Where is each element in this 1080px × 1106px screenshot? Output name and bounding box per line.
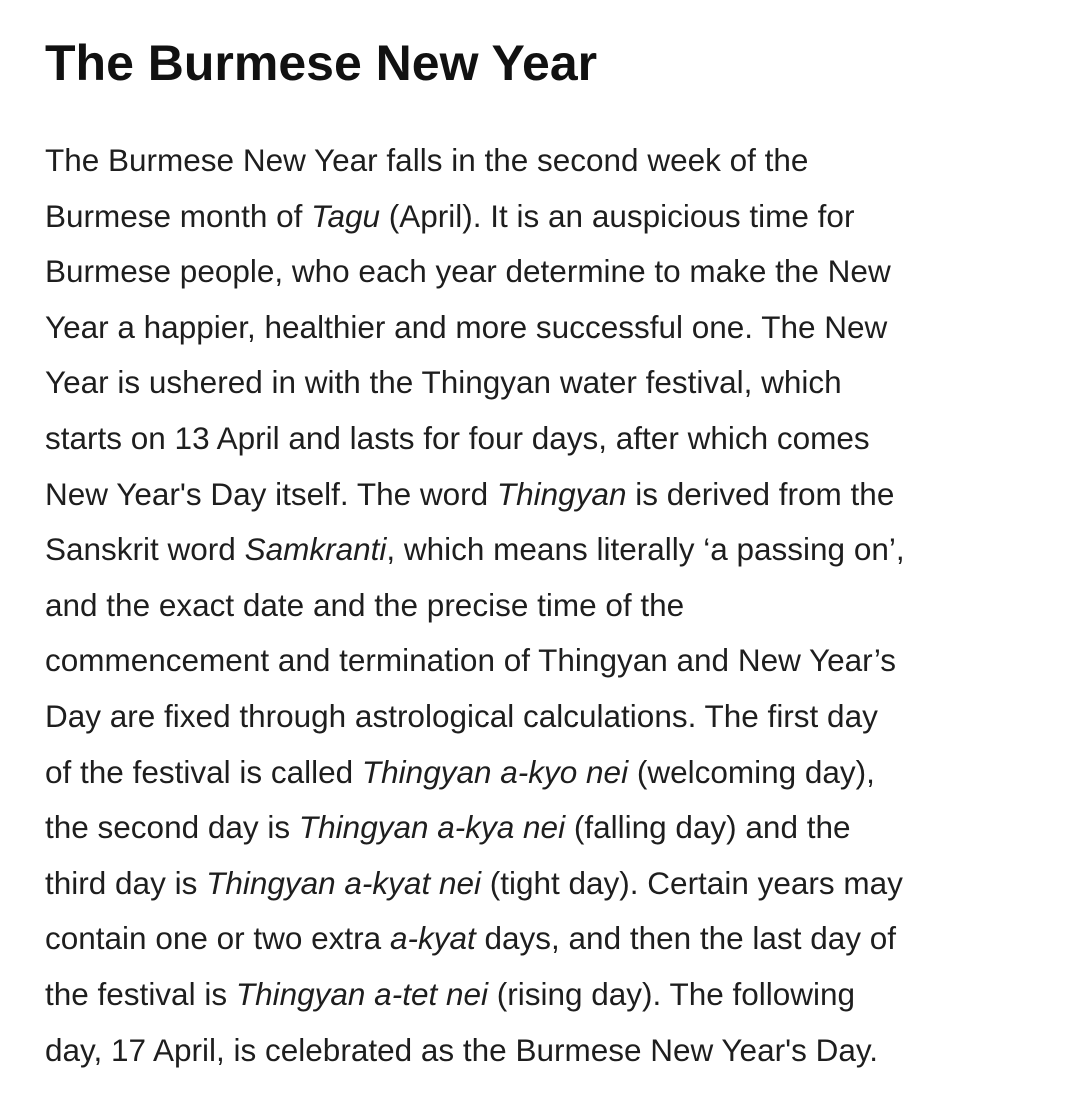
paragraph-line [45,411,1055,467]
text-segment: the second day is [45,809,299,846]
text-segment: day, 17 April, is celebrated as the Burmese New Year's Day. [45,1031,879,1068]
paragraph-line [45,467,1055,523]
text-segment: , which means literally ‘a passing on’, [386,531,905,568]
text-segment: days, and then the last day of [475,920,897,957]
text-segment: (rising day). The following [488,975,856,1012]
paragraph-line [45,1023,1055,1079]
paragraph-line [45,578,1055,634]
paragraph-line [45,689,1055,745]
italic-term: Thingyan [496,475,627,512]
text-segment: contain one or two extra [45,920,390,957]
text-segment: The Burmese New Year falls in the second week of the [45,142,809,178]
article-paragraph [45,133,1055,1078]
text-segment: starts on 13 April and lasts for four days, after which comes [45,419,870,456]
paragraph-line [45,856,1055,912]
paragraph-line [45,300,1055,356]
text-segment: Sanskrit word [45,531,245,568]
italic-term: Thingyan a-kya nei [298,809,566,846]
text-segment: (tight day). Certain years may [480,864,903,901]
paragraph-line [45,189,1055,245]
paragraph-line [45,522,1055,578]
paragraph-line [45,911,1055,967]
paragraph-line [45,355,1055,411]
text-segment: and the exact date and the precise time of the [45,586,685,623]
text-segment: (April). It is an auspicious time for [380,197,855,234]
paragraph-line [45,133,1055,189]
text-segment: Burmese month of [45,197,312,234]
paragraph-line [45,633,1055,689]
italic-term: Tagu [311,197,381,234]
italic-term: Thingyan a-tet nei [235,975,488,1012]
text-segment: the festival is [45,975,236,1012]
italic-term: Thingyan a-kyat nei [206,864,481,901]
text-segment: (welcoming day), [628,753,875,790]
paragraph-line [45,745,1055,801]
text-segment: of the festival is called [45,753,362,790]
text-segment: Year a happier, healthier and more successful one. The New [45,308,888,345]
article [45,0,1055,1068]
text-segment: Year is ushered in with the Thingyan water festival, which [45,364,842,401]
text-segment: Burmese people, who each year determine to make the New [45,253,891,290]
paragraph-line [45,967,1055,1023]
text-segment: third day is [45,864,207,901]
text-segment: New Year's Day itself. The word [45,475,497,512]
text-segment: Day are fixed through astrological calculations. The first day [45,697,878,734]
article-title: The Burmese New Year [45,35,598,91]
paragraph-line [45,800,1055,856]
italic-term: Thingyan a-kyo nei [361,753,629,790]
text-segment: (falling day) and the [565,809,851,846]
text-segment: commencement and termination of Thingyan and New Year’s [45,642,897,679]
paragraph-line [45,244,1055,300]
italic-term: Samkranti [244,531,387,568]
italic-term: a-kyat [389,920,476,957]
text-segment: is derived from the [626,475,895,512]
